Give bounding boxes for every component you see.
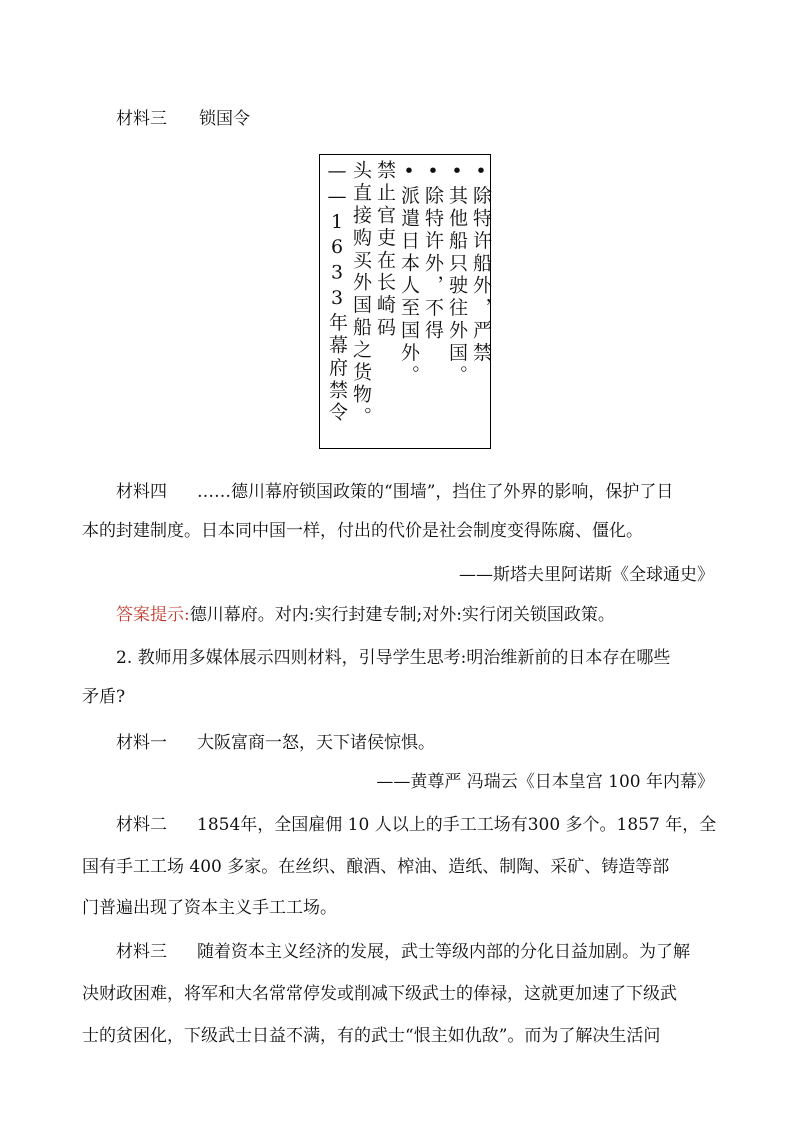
- material-label: 材料一: [116, 733, 167, 753]
- material-text: ……德川幕府锁国政策的“围墙”，挡住了外界的影响，保护了日: [197, 482, 674, 502]
- paragraph-line: [116, 482, 673, 502]
- edict-column: •派遣日本人至国外。: [398, 160, 420, 387]
- material-label: 材料二: [116, 815, 167, 835]
- answer-line: [116, 605, 615, 625]
- answer-text: 德川幕府。对内:实行封建专制;对外:实行闭关锁国政策。: [189, 605, 615, 625]
- paragraph-line: 决财政困难，将军和大名常常停发或削减下级武士的俸禄，这就更加速了下级武: [82, 984, 677, 1004]
- question-line: 2. 教师用多媒体展示四则材料，引导学生思考:明治维新前的日本存在哪些: [116, 648, 671, 668]
- paragraph-line: [116, 942, 690, 962]
- edict-column: ——1633年幕府禁令: [326, 160, 348, 425]
- source-citation: ——斯塔夫里阿诺斯《全球通史》: [459, 565, 714, 585]
- material-text: 随着资本主义经济的发展，武士等级内部的分化日益加剧。为了解: [197, 942, 690, 962]
- material-text: 1854年，全国雇佣 10 人以上的手工工场有300 多个。1857 年，全: [197, 815, 717, 835]
- question-line: 矛盾?: [82, 687, 126, 707]
- paragraph-line: 国有手工工场 400 多家。在丝织、酿酒、榨油、造纸、制陶、采矿、铸造等部: [82, 857, 670, 877]
- edict-column: 禁止官吏在长崎码: [374, 160, 396, 340]
- edict-column: •其他船只驶往外国。: [446, 160, 468, 387]
- paragraph-line: [116, 733, 435, 753]
- material-text: 大阪富商一怒，天下诸侯惊惧。: [197, 733, 435, 753]
- paragraph-line: [116, 815, 716, 835]
- material-label: 材料三: [116, 109, 167, 129]
- edict-column: •除特许船外，严禁: [470, 160, 492, 365]
- source-citation: ——黄尊严 冯瑞云《日本皇宫 100 年内幕》: [376, 772, 714, 792]
- material-label: 材料三: [116, 942, 167, 962]
- edict-column: •除特许外，不得: [422, 160, 444, 343]
- answer-label: 答案提示:: [116, 605, 190, 625]
- material-label: 材料四: [116, 482, 167, 502]
- paragraph-line: 士的贫困化，下级武士日益不满，有的武士“恨主如仇敌”。而为了解决生活问: [82, 1026, 661, 1046]
- paragraph-line: 门普遍出现了资本主义手工工场。: [82, 898, 337, 918]
- edict-column: 头直接购买外国船之货物。: [350, 160, 372, 429]
- paragraph-line: 本的封建制度。日本同中国一样，付出的代价是社会制度变得陈腐、僵化。: [82, 521, 643, 541]
- material-title: 锁国令: [199, 109, 250, 129]
